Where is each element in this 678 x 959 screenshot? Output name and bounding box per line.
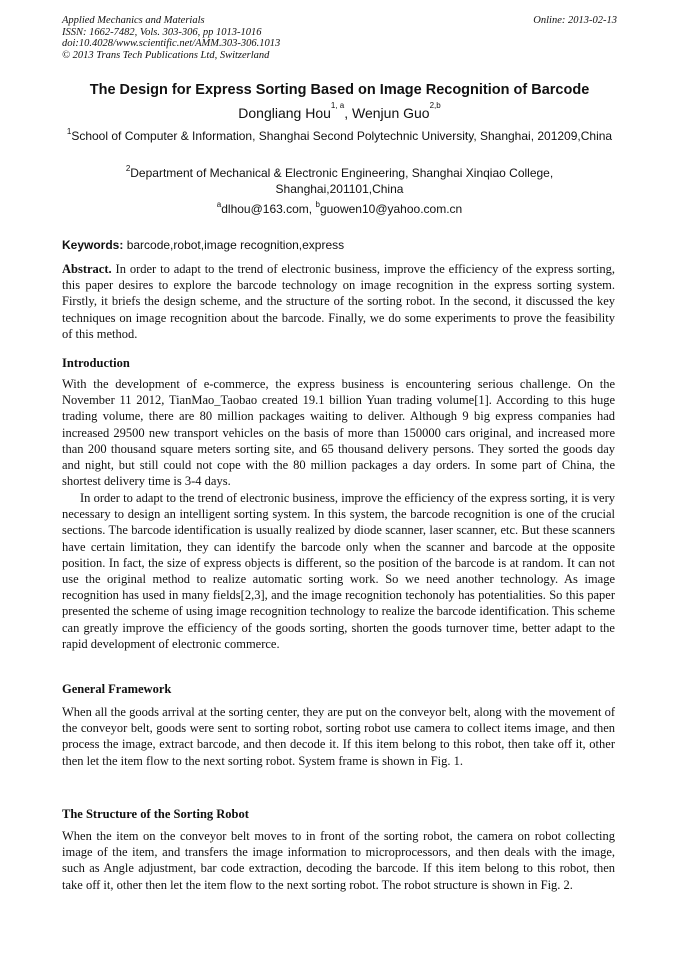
author-1-name: Dongliang Hou	[238, 105, 331, 121]
email-b: guowen10@yahoo.com.cn	[319, 202, 463, 216]
online-date: Online: 2013-02-13	[533, 15, 617, 26]
keywords-text: barcode,robot,image recognition,express	[123, 238, 345, 252]
affiliation-2-text: Department of Mechanical & Electronic Engineering, Shanghai Xinqiao College, Shanghai,201101,China	[130, 166, 554, 196]
journal-header	[62, 15, 617, 61]
affiliation-2	[62, 166, 617, 197]
framework-paragraph: When all the goods arrival at the sorting center, they are put on the conveyor belt, along with the movement of the conveyor belt, goods were sent to sorting robot, sorting robot use camera to collect items image, and then process the image, extract barcode, and then decode it. If this item belong to this robot, then take off it, other then let the item flow to the next sorting robot. System frame is shown in Fig. 1.	[62, 705, 615, 768]
introduction-heading: Introduction	[62, 356, 130, 370]
email-line	[62, 202, 617, 218]
keywords	[62, 238, 617, 253]
structure-paragraph: When the item on the conveyor belt moves to in front of the sorting robot, the camera on robot collecting image of the item, and transfers the image information to microprocessors, and then deals with the image, such as Angle adjustment, bar code extraction, decoding the barcode. If this item belong to this robot, then take off it, other then let the item flow to the next sorting robot. The robot structure is shown in Fig. 2.	[62, 829, 615, 892]
affiliation-1	[62, 129, 617, 145]
abstract	[62, 261, 615, 342]
email-b-sup: b	[315, 200, 320, 209]
email-a: dlhou@163.com,	[221, 202, 316, 216]
keywords-label: Keywords:	[62, 238, 124, 252]
journal-name: Applied Mechanics and Materials	[62, 15, 205, 26]
author-1-sup: 1, a	[330, 101, 345, 110]
introduction-paragraph-2: In order to adapt to the trend of electronic business, improve the efficiency of the express sorting, it is very necessary to design an intelligent sorting system. In this system, the barcode recognition is one of the crucial sections. The barcode identification is usually realized by diode scanner, laser scanner, etc. But these scanners have certain limitation, they can identify the barcode only when the scanner and barcode at the opposite position. In fact, the size of express objects is different, so the position of the barcode is at random. It can not use the original method to realize automatic sorting work. So we need another technology. As image recognition has used in many fields[2,3], and the image recognition techonoly has potentialities. So this paper presented the scheme of using image recognition technology to realize the barcode identification. This scheme can greatly improve the efficiency of the goods sorting, shorten the goods turnover time, better adapt to the rapid development of electronic commerce.	[62, 491, 615, 651]
author-line: Dongliang Hou$^{1, a}$, Wenjun Guo$^{2,b}$	[238, 101, 441, 121]
affiliation-1-sup: 1	[66, 127, 72, 136]
abstract-text: In order to adapt to the trend of electronic business, improve the efficiency of the express sorting, this paper desires to explore the barcode technology on image recognition in the express sorting system. Firstly, it briefs the design scheme, and the structure of the sorting robot. In the second, it discussed the key techniques on image recognition about the barcode. Finally, we do some experiments to prove the feasibility of this method.	[62, 262, 615, 341]
copyright-line: © 2013 Trans Tech Publications Ltd, Switzerland	[62, 49, 270, 61]
paper-title: The Design for Express Sorting Based on Image Recognition of Barcode	[89, 82, 590, 98]
framework-heading: General Framework	[62, 682, 172, 696]
structure-heading: The Structure of the Sorting Robot	[62, 807, 249, 821]
affiliation-2-sup: 2	[125, 164, 131, 173]
author-2-sup: 2,b	[429, 101, 441, 110]
author-2-name: Wenjun Guo	[352, 105, 430, 121]
issn-line: ISSN: 1662-7482, Vols. 303-306, pp 1013-1016	[62, 26, 262, 38]
doi-line: doi:10.4028/www.scientific.net/AMM.303-306.1013	[62, 38, 281, 49]
email-a-sup: a	[216, 200, 222, 209]
abstract-label: Abstract.	[62, 262, 112, 276]
affiliation-1-text: School of Computer & Information, Shanghai Second Polytechnic University, Shanghai, 201209,China	[71, 129, 613, 143]
introduction-paragraph-1: With the development of e-commerce, the express business is encountering serious challenge. On the November 11 2012, TianMao_Taobao created 19.1 billion Yuan trading volume[1]. According to this huge trading volume, there are 80 million packages waiting to deliver. Although 9 big express companies had increased 29500 new transport vehicles on the basis of more than 150000 cars original, and increased more than 200 thousand square meters sorting site, and 65 thousand delivery persons. They sorted the goods day and night, but still could not cope with the 80 million packages a day orders. In some part of China, the shortest delivery time is 3-4 days.	[62, 377, 615, 489]
